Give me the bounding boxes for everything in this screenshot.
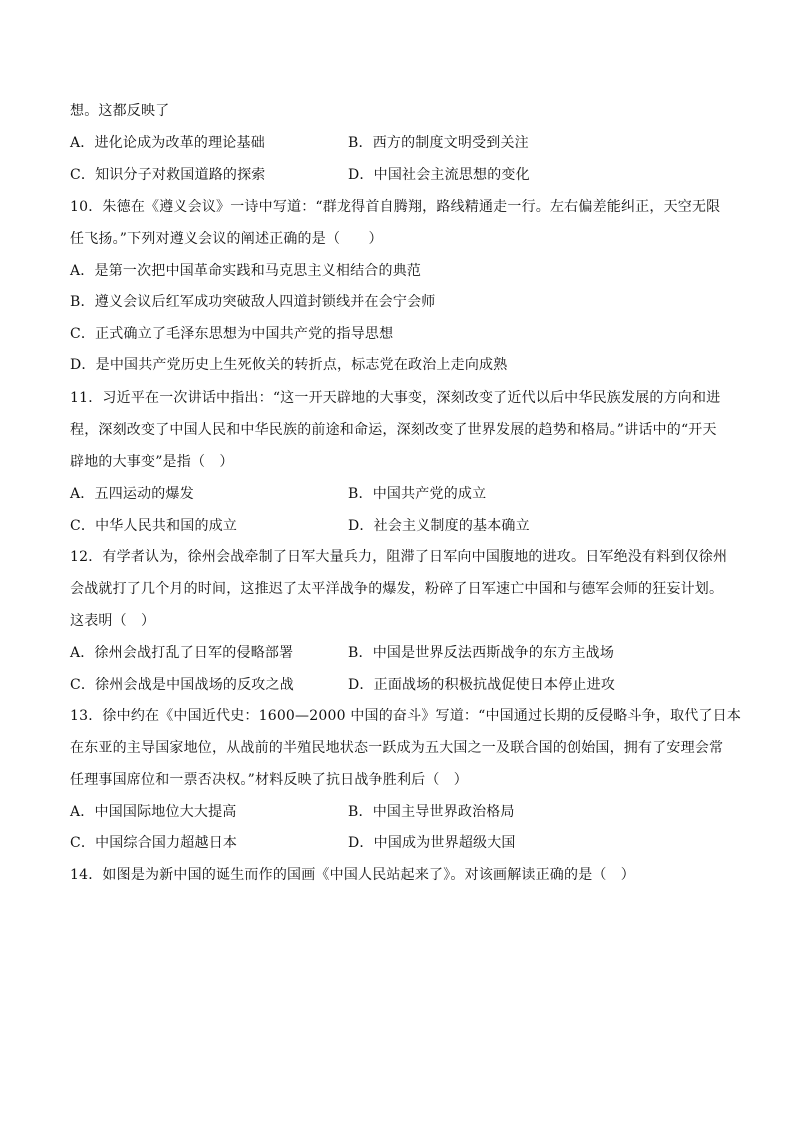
q13-stem-line-1: 13．徐中约在《中国近代史：1600—2000 中国的奋斗》写道：“中国通过长期的反侵略斗争，取代了日本 [70, 708, 742, 724]
q9-option-a: A．进化论成为改革的理论基础 [70, 135, 265, 151]
q13-option-a: A．中国国际地位大大提高 [70, 804, 237, 820]
q13-option-c: C．中国综合国力超越日本 [70, 835, 238, 851]
q14-stem-line-1: 14．如图是为新中国的诞生而作的国画《中国人民站起来了》。对该画解读正确的是（ ） [70, 867, 636, 883]
q12-option-d: D．正面战场的积极抗战促使日本停止进攻 [348, 677, 616, 693]
q11-stem-line-2: 程，深刻改变了中国人民和中华民族的前途和命运，深刻改变了世界发展的趋势和格局。”讲话中的“开天 [70, 422, 717, 438]
q10-stem-line-2: 任飞扬。”下列对遵义会议的阐述正确的是（ ） [70, 231, 383, 247]
q11-stem-line-1: 11．习近平在一次讲话中指出：“这一开天辟地的大事变，深刻改变了近代以后中华民族发展的方向和进 [70, 390, 721, 406]
q13-stem-line-2: 在东亚的主导国家地位，从战前的半殖民地状态一跃成为五大国之一及联合国的创始国，拥有了安理会常 [70, 740, 724, 756]
q12-option-c: C．徐州会战是中国战场的反攻之战 [70, 677, 294, 693]
q13-option-d: D．中国成为世界超级大国 [348, 835, 516, 851]
q9-option-b: B．西方的制度文明受到关注 [348, 135, 529, 151]
q9-stem-tail: 想。这都反映了 [70, 103, 170, 119]
q12-stem-line-1: 12．有学者认为，徐州会战牵制了日军大量兵力，阻滞了日军向中国腹地的进攻。日军绝没有料到仅徐州 [70, 549, 728, 565]
q12-option-b: B．中国是世界反法西斯战争的东方主战场 [348, 645, 615, 661]
q11-option-d: D．社会主义制度的基本确立 [348, 518, 530, 534]
q12-stem-line-3: 这表明（ ） [70, 613, 156, 629]
q9-option-c: C．知识分子对救国道路的探索 [70, 167, 266, 183]
q11-option-b: B．中国共产党的成立 [348, 486, 487, 502]
q12-stem-line-2: 会战就打了几个月的时间，这推迟了太平洋战争的爆发，粉碎了日军速亡中国和与德军会师的狂妄计划。 [70, 581, 724, 597]
q10-option-b: B．遵义会议后红军成功突破敌人四道封锁线并在会宁会师 [70, 294, 436, 310]
q11-option-c: C．中华人民共和国的成立 [70, 518, 238, 534]
q11-option-a: A．五四运动的爆发 [70, 486, 194, 502]
q10-option-a: A．是第一次把中国革命实践和马克思主义相结合的典范 [70, 263, 422, 279]
q10-option-d: D．是中国共产党历史上生死攸关的转折点，标志党在政治上走向成熟 [70, 357, 508, 373]
q11-stem-line-3: 辟地的大事变”是指（ ） [70, 454, 234, 470]
q10-option-c: C．正式确立了毛泽东思想为中国共产党的指导思想 [70, 326, 394, 342]
q10-stem-line-1: 10．朱德在《遵义会议》一诗中写道：“群龙得首自腾翔，路线精通走一行。左右偏差能纠正，天空无限 [70, 199, 721, 215]
q12-option-a: A．徐州会战打乱了日军的侵略部署 [70, 645, 294, 661]
q13-stem-line-3: 任理事国席位和一票否决权。”材料反映了抗日战争胜利后（ ） [70, 772, 468, 788]
q9-option-d: D．中国社会主流思想的变化 [348, 167, 530, 183]
q13-option-b: B．中国主导世界政治格局 [348, 804, 515, 820]
